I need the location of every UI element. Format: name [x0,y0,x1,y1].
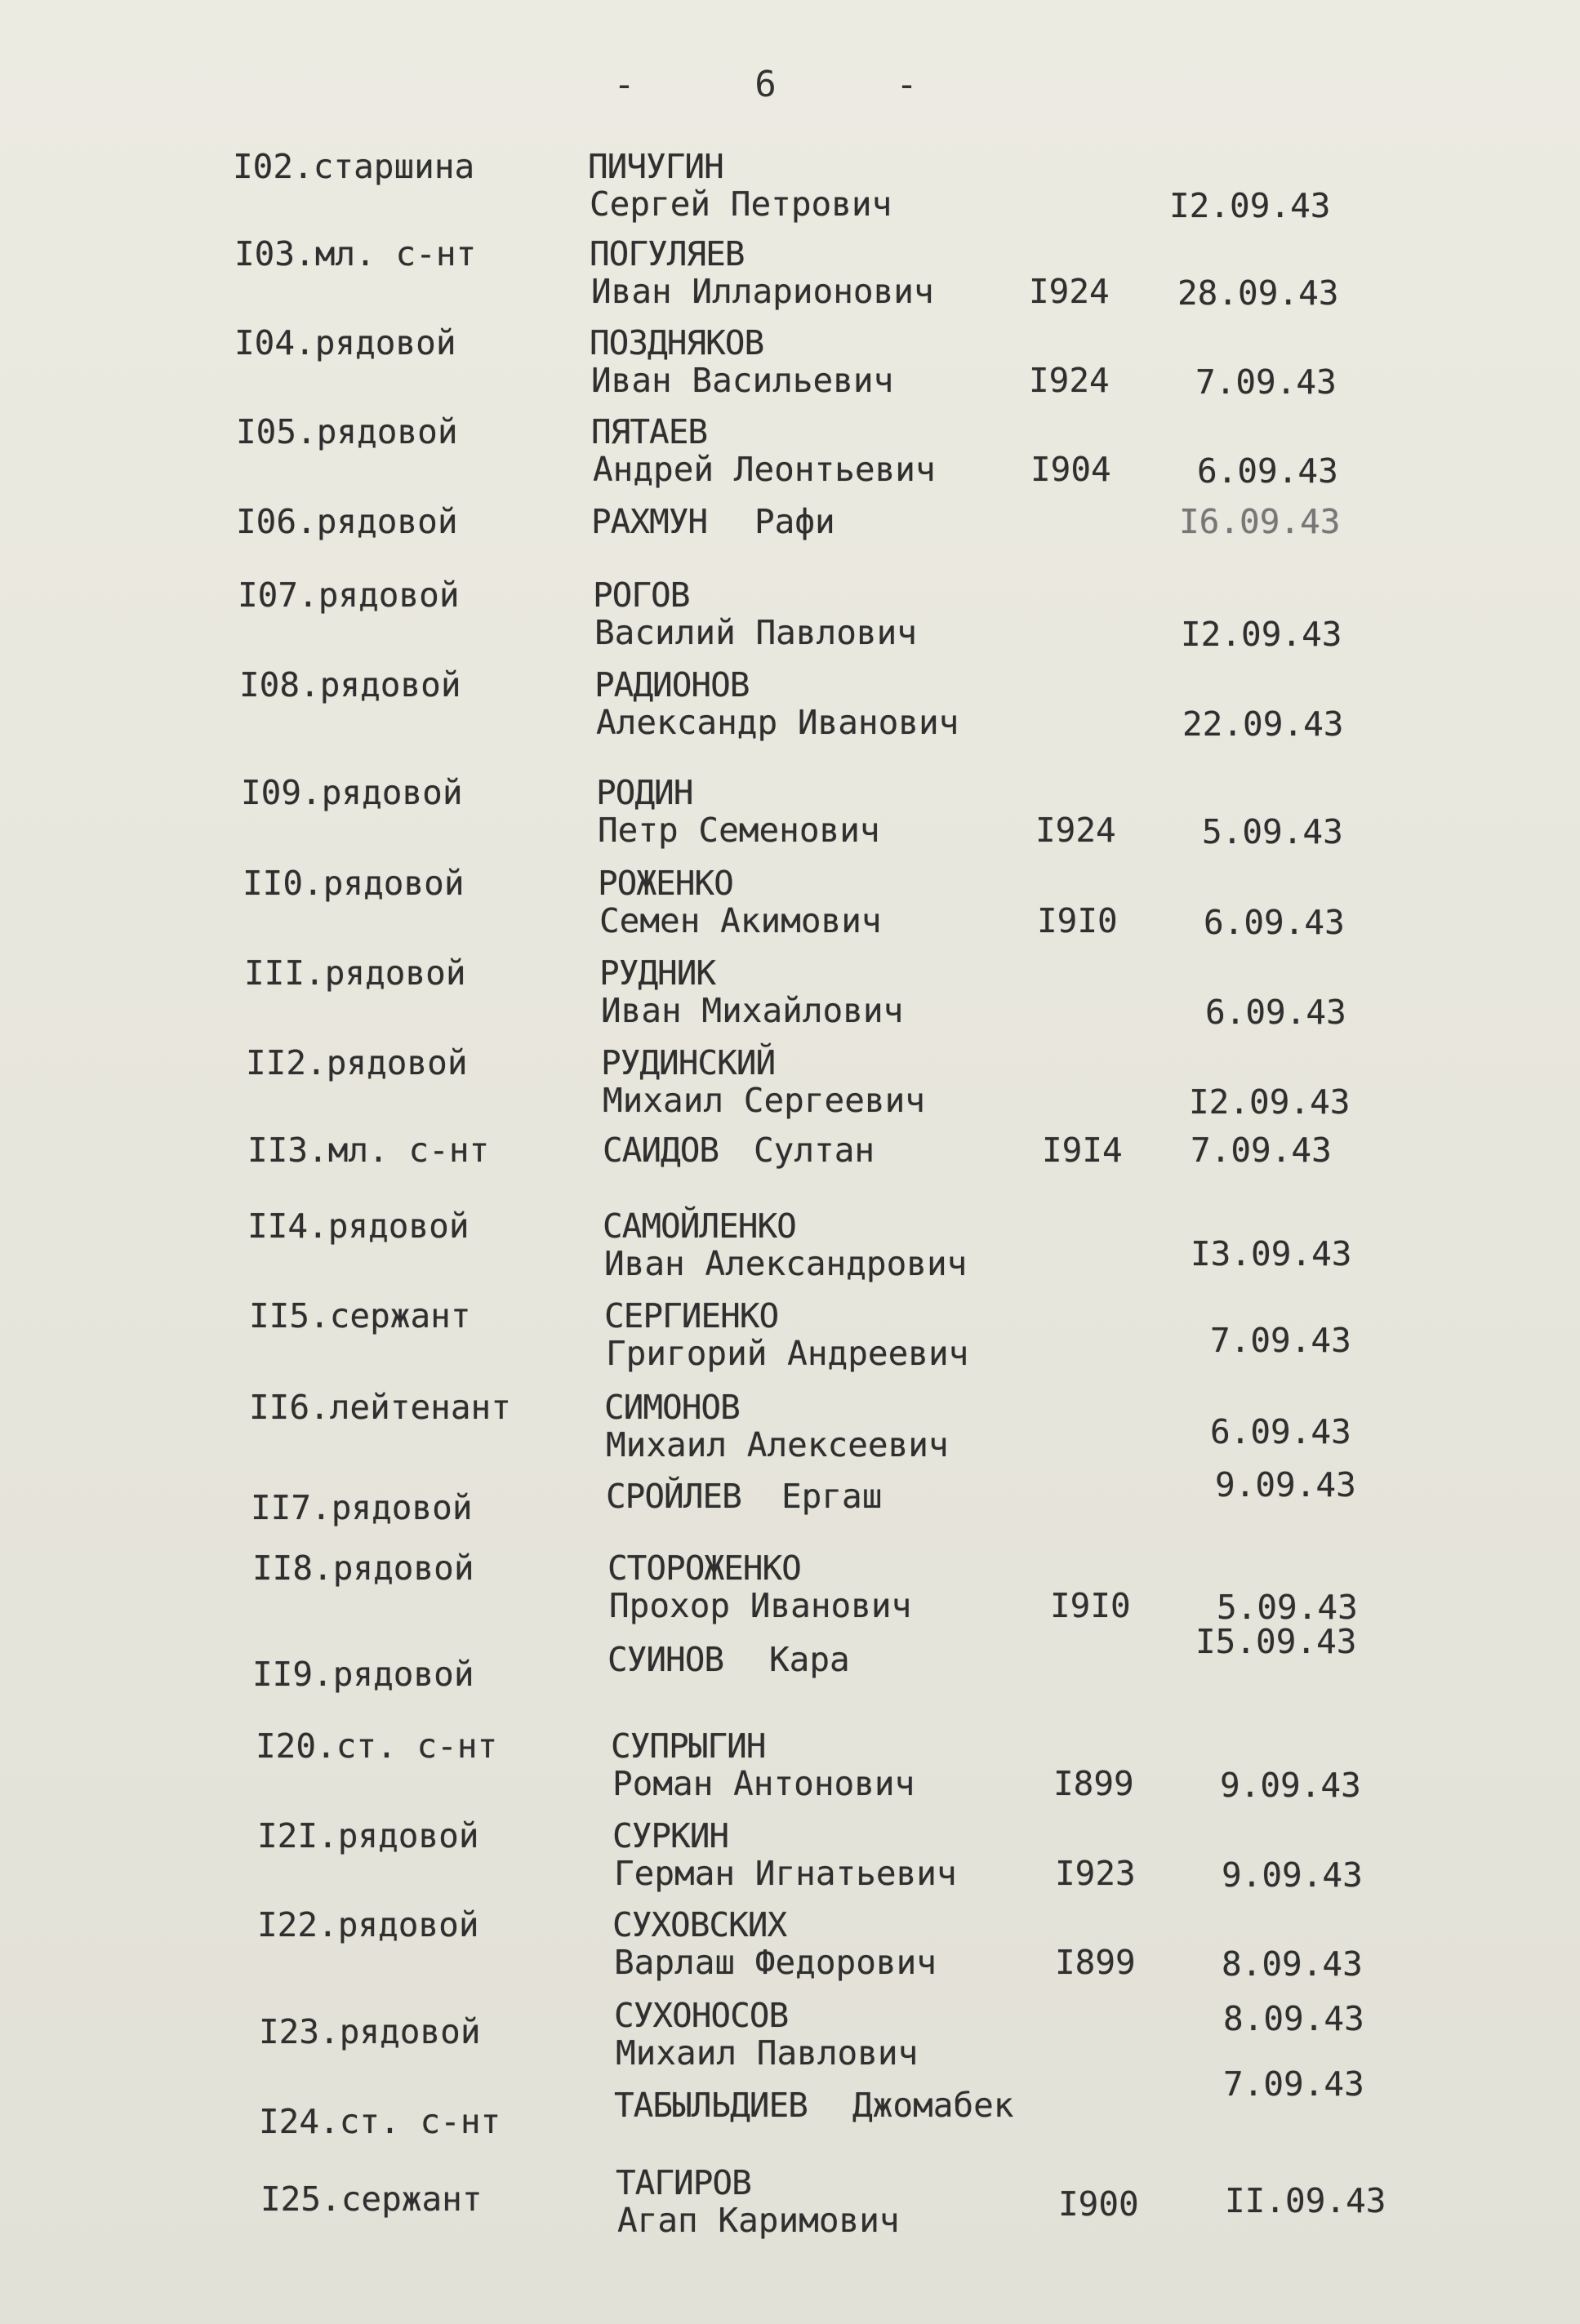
entry-date: 5.09.43 [1217,1588,1358,1627]
entry-birth-year: I900 [1058,2184,1139,2224]
entry-surname: РАХМУН [591,502,708,541]
entry-surname: ПОГУЛЯЕВ [590,234,745,273]
entry-given-name: Кара [769,1640,850,1679]
entry-surname: ТАГИРОВ [616,2163,751,2202]
entry-date: 7.09.43 [1195,362,1337,402]
entry-birth-year: I904 [1030,450,1111,489]
entry-date: 9.09.43 [1220,1766,1361,1805]
entry-date: I2.09.43 [1181,615,1342,654]
entry-date: 7.09.43 [1210,1321,1351,1360]
entry-given-name: Джомабек [852,2086,1014,2125]
entry-given-name: Андрей Леонтьевич [593,450,936,489]
entry-birth-year: I923 [1055,1854,1136,1893]
entry-surname: СУПРЫГИН [611,1726,766,1766]
entry-number-rank: I02.старшина [233,147,475,186]
entry-number-rank: I24.ст. с-нт [259,2102,501,2141]
entry-surname: РАДИОНОВ [594,665,750,704]
entry-given-name: Иван Васильевич [591,361,894,400]
entry-given-name: Варлаш Федорович [614,1943,937,1982]
entry-surname: ТАБЫЛЬДИЕВ [614,2086,808,2125]
entry-date: 6.09.43 [1205,993,1346,1032]
entry-number-rank: II9.рядовой [252,1655,474,1694]
entry-surname: РОЖЕНКО [598,864,733,903]
entry-surname: РУДНИК [599,953,716,993]
entry-date: I2.09.43 [1169,186,1331,225]
entry-number-rank: I05.рядовой [236,412,458,451]
entry-surname: САИДОВ [603,1131,719,1170]
entry-date: I3.09.43 [1191,1234,1352,1273]
page-number: - 6 - [613,64,967,105]
entry-date: 8.09.43 [1223,1999,1364,2038]
entry-birth-year: I9I0 [1037,901,1118,940]
entry-birth-year: I924 [1029,272,1110,311]
entry-given-name: Семен Акимович [599,901,882,940]
entry-number-rank: I08.рядовой [239,665,461,704]
entry-given-name: Михаил Алексеевич [606,1425,949,1464]
entry-surname: СУХОВСКИХ [612,1905,787,1944]
entry-surname: СТОРОЖЕНКО [608,1549,801,1588]
entry-given-name: Роман Антонович [612,1764,915,1803]
entry-number-rank: II0.рядовой [243,864,465,903]
entry-date: I6.09.43 [1179,502,1341,541]
entry-date: 8.09.43 [1222,1944,1363,1984]
entry-surname: СРОЙЛЕВ [606,1477,741,1516]
entry-date: 6.09.43 [1210,1412,1351,1451]
entry-given-name: Герман Игнатьевич [614,1854,957,1893]
entry-birth-year: I9I0 [1050,1586,1131,1625]
entry-birth-year: I924 [1035,811,1116,850]
entry-number-rank: I2I.рядовой [257,1816,479,1855]
entry-date: I5.09.43 [1195,1622,1357,1661]
entry-given-name: Иван Илларионович [591,272,934,311]
entry-surname: РУДИНСКИЙ [601,1043,776,1082]
entry-surname: РОГОВ [593,575,690,615]
entry-birth-year: I899 [1053,1764,1134,1803]
entry-given-name: Петр Семенович [598,811,880,850]
entry-surname: СУРКИН [612,1816,729,1855]
entry-given-name: Сергей Петрович [590,184,892,224]
entry-given-name: Василий Павлович [594,613,917,652]
entry-surname: ПОЗДНЯКОВ [590,323,764,362]
entry-number-rank: I25.сержант [260,2180,483,2219]
entry-number-rank: II5.сержант [249,1296,471,1335]
entry-birth-year: I9I4 [1042,1131,1123,1170]
entry-given-name: Рафи [754,502,835,541]
entry-given-name: Михаил Павлович [616,2033,919,2073]
entry-birth-year: I899 [1055,1943,1136,1982]
entry-number-rank: I06.рядовой [236,502,458,541]
entry-number-rank: I03.мл. с-нт [234,234,477,273]
entry-given-name: Султан [754,1131,875,1170]
entry-number-rank: II3.мл. с-нт [247,1131,490,1170]
entry-number-rank: I07.рядовой [238,575,460,615]
entry-date: 6.09.43 [1197,451,1338,491]
entry-date: 7.09.43 [1223,2064,1364,2104]
entry-number-rank: II4.рядовой [247,1206,470,1246]
entry-surname: РОДИН [596,773,693,812]
entry-number-rank: II2.рядовой [246,1043,468,1082]
entry-number-rank: II7.рядовой [251,1488,473,1527]
entry-surname: СУИНОВ [608,1640,724,1679]
entry-number-rank: I09.рядовой [241,773,463,812]
entry-given-name: Прохор Иванович [609,1586,912,1625]
entry-surname: ПИЧУГИН [588,147,723,186]
entry-date: I2.09.43 [1189,1082,1351,1122]
entry-date: 6.09.43 [1204,903,1345,942]
entry-date: 9.09.43 [1222,1855,1363,1895]
entry-given-name: Иван Михайлович [601,991,904,1030]
entry-given-name: Григорий Андреевич [606,1334,969,1373]
entry-given-name: Ергаш [781,1477,883,1516]
entry-date: 5.09.43 [1202,812,1343,851]
entry-date: 7.09.43 [1191,1131,1332,1170]
entry-surname: СУХОНОСОВ [614,1996,789,2035]
entry-number-rank: I23.рядовой [259,2012,481,2051]
entry-given-name: Агап Каримович [617,2201,900,2240]
entry-surname: СИМОНОВ [604,1388,740,1427]
entry-given-name: Иван Александрович [604,1244,968,1283]
entry-surname: ПЯТАЕВ [591,412,708,451]
entry-date: 22.09.43 [1182,704,1344,744]
entry-number-rank: II8.рядовой [252,1549,474,1588]
entry-birth-year: I924 [1029,361,1110,400]
entry-given-name: Александр Иванович [596,703,959,742]
entry-number-rank: III.рядовой [244,953,466,993]
entry-number-rank: I20.ст. с-нт [256,1726,498,1766]
entry-number-rank: II6.лейтенант [249,1388,511,1427]
entry-date: II.09.43 [1225,2181,1386,2220]
entry-number-rank: I04.рядовой [234,323,456,362]
entry-surname: СЕРГИЕНКО [604,1296,779,1335]
entry-given-name: Михаил Сергеевич [603,1081,925,1120]
entry-surname: САМОЙЛЕНКО [603,1206,796,1246]
entry-date: 28.09.43 [1177,273,1339,313]
entry-number-rank: I22.рядовой [257,1905,479,1944]
entry-date: 9.09.43 [1215,1465,1356,1504]
